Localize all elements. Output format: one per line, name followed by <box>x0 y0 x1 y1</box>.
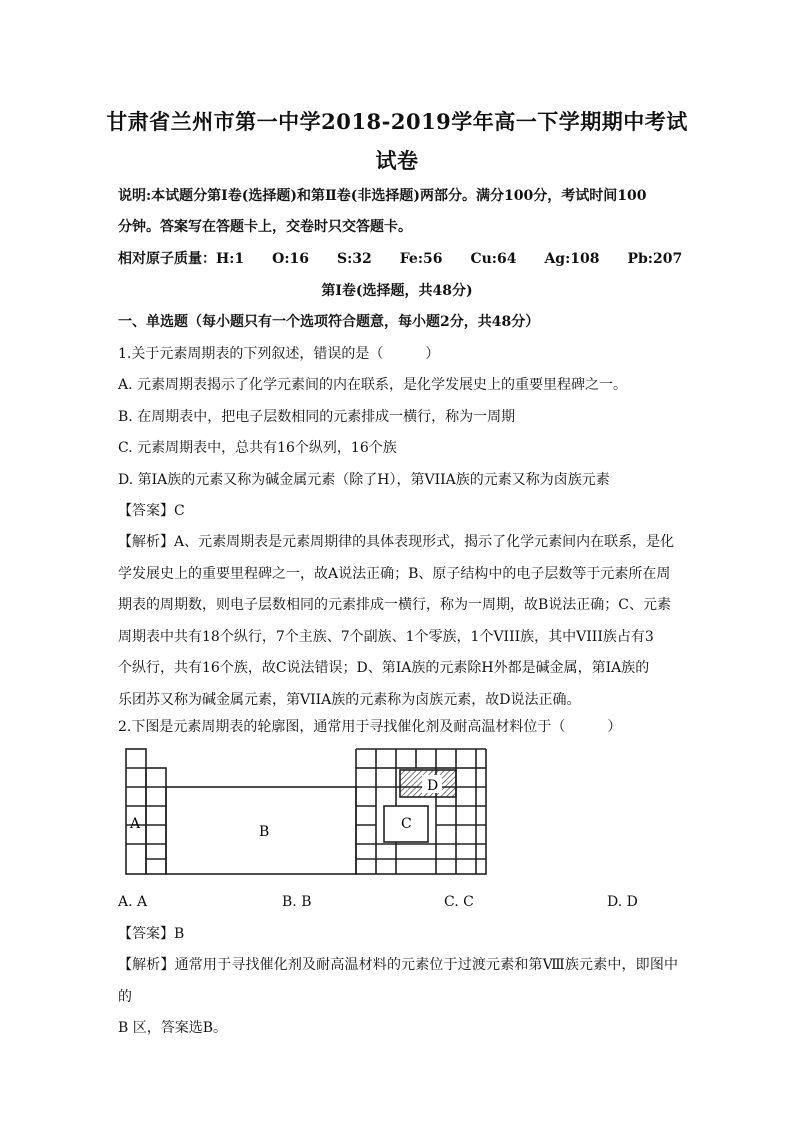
figure-label-b: B <box>259 824 270 840</box>
q2-option-c: C. C <box>444 894 474 910</box>
periodic-table-outline-figure <box>114 744 494 878</box>
q1-analysis-line: 个纵行，共有16个族，故C说法错误；D、第IA族的元素除H外都是碱金属，第IA族的 <box>118 660 650 676</box>
q1-analysis-line: 【解析】A、元素周期表是元素周期律的具体表现形式，揭示了化学元素间内在联系，是化 <box>118 534 675 550</box>
q1-stem: 1.关于元素周期表的下列叙述，错误的是（ ） <box>118 346 440 362</box>
part-heading: 一、单选题（每小题只有一个选项符合题意，每小题2分，共48分） <box>118 314 540 330</box>
instructions-line2: 分钟。答案写在答题卡上，交卷时只交答题卡。 <box>118 219 412 235</box>
exam-title-line2: 试卷 <box>375 148 419 173</box>
q2-analysis-line: 【解析】通常用于寻找催化剂及耐高温材料的元素位于过渡元素和第Ⅷ族元素中，即图中的 <box>118 957 678 1005</box>
section-heading: 第Ⅰ卷(选择题，共48分) <box>321 283 473 299</box>
q1-option-c: C. 元素周期表中，总共有16个纵列，16个族 <box>118 440 397 456</box>
q2-answer: 【答案】B <box>118 926 185 942</box>
q1-analysis-line: 周期表中共有18个纵行，7个主族、7个副族、1个零族，1个VIII族，其中VIII族占有3 <box>118 628 654 645</box>
figure-label-d: D <box>427 778 439 794</box>
figure-label-c: C <box>401 816 412 832</box>
q2-option-b: B. B <box>282 894 312 910</box>
q1-option-d: D. 第IA族的元素又称为碱金属元素（除了H），第VIIA族的元素又称为卤族元素 <box>118 472 610 488</box>
q1-analysis-line: 学发展史上的重要里程碑之一，故A说法正确；B、原子结构中的电子层数等于元素所在周 <box>118 565 671 582</box>
q2-analysis-line: B 区，答案选B。 <box>118 1020 228 1036</box>
q2-option-d: D. D <box>607 894 638 910</box>
atomic-masses: 相对原子质量：H:1 O:16 S:32 Fe:56 Cu:64 Ag:108 Pb:207 <box>118 251 683 267</box>
q2-option-a: A. A <box>118 894 148 910</box>
instructions-line1: 说明:本试题分第Ⅰ卷(选择题)和第Ⅱ卷(非选择题)两部分。满分100分，考试时间100 <box>118 188 647 204</box>
q1-analysis <box>118 527 678 716</box>
q1-answer: 【答案】C <box>118 503 185 519</box>
q2-stem: 2.下图是元素周期表的轮廓图，通常用于寻找催化剂及耐高温材料位于（ ） <box>118 719 622 735</box>
q1-option-a: A. 元素周期表揭示了化学元素间的内在联系，是化学发展史上的重要里程碑之一。 <box>118 377 628 393</box>
q1-analysis-line: 期表的周期数，则电子层数相同的元素排成一横行，称为一周期，故B说法正确；C、元素 <box>118 597 671 613</box>
exam-title-line1: 甘肃省兰州市第一中学2018-2019学年高一下学期期中考试 <box>106 109 688 134</box>
figure-label-a: A <box>130 816 141 832</box>
q1-option-b: B. 在周期表中，把电子层数相同的元素排成一横行，称为一周期 <box>118 409 516 425</box>
q1-analysis-line: 乐团苏又称为碱金属元素，第VIIA族的元素称为卤族元素，故D说法正确。 <box>118 691 581 708</box>
q2-analysis <box>118 950 678 1045</box>
